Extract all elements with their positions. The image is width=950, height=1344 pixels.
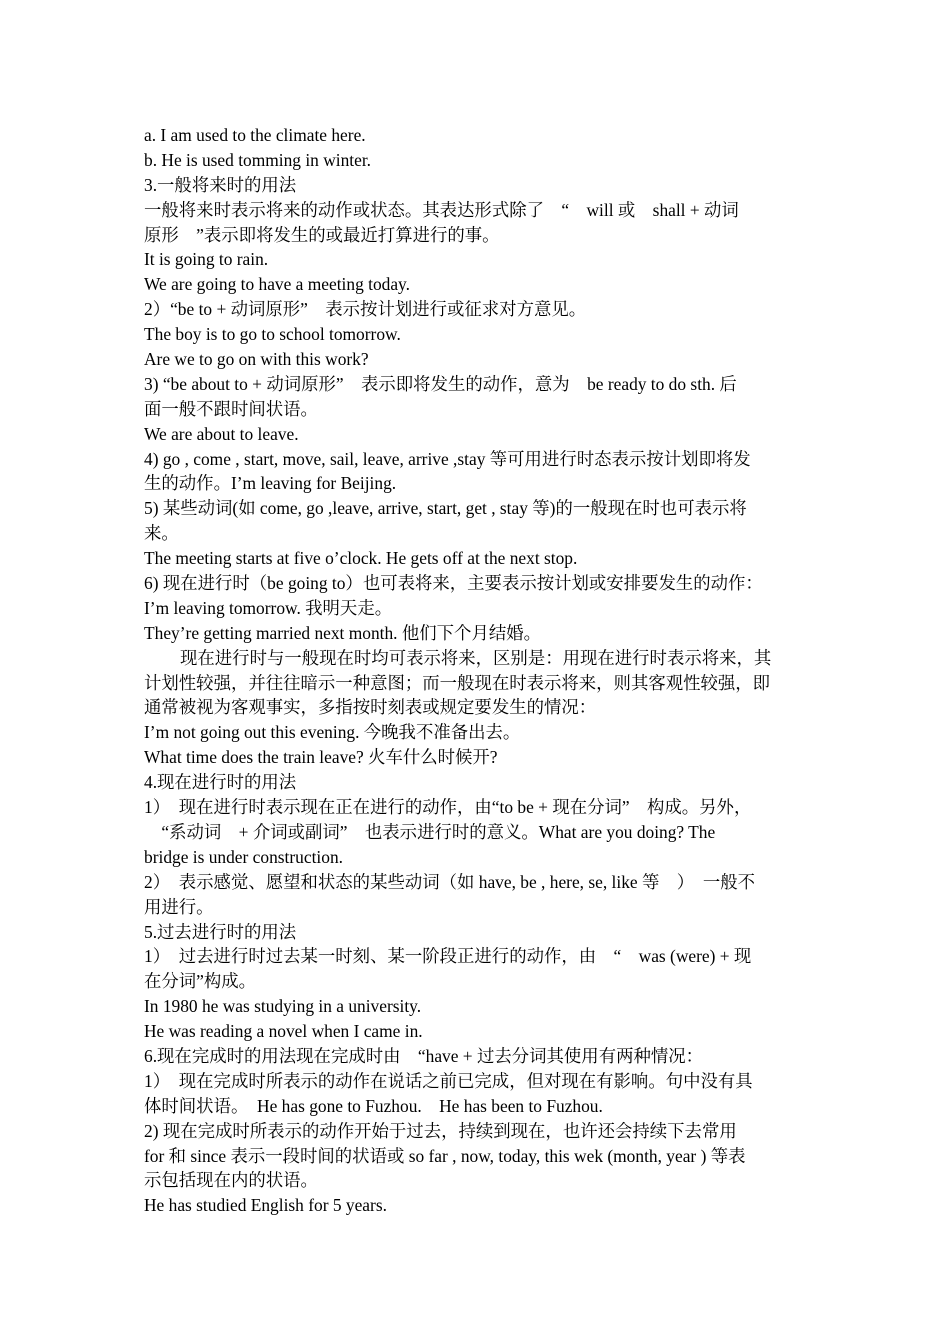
text-line: We are about to leave. [144, 423, 299, 444]
text-line: 面一般不跟时间状语。 [144, 398, 318, 419]
text-line: They’re getting married next month. 他们下个月结婚。 [144, 622, 542, 643]
text-line: I’m leaving tomorrow. 我明天走。 [144, 597, 393, 618]
text-line: We are going to have a meeting today. [144, 274, 410, 295]
text-line: I’m not going out this evening. 今晚我不准备出去。 [144, 722, 521, 743]
text-line: What time does the train leave? 火车什么时候开? [144, 747, 498, 768]
text-line: bridge is under construction. [144, 846, 343, 867]
text-line: 1） 现在进行时表示现在正在进行的动作，由“to be + 现在分词” 构成。另外， [144, 797, 752, 818]
text-line: 1） 过去进行时过去某一时刻、某一阶段正进行的动作，由 “ was (were) + 现 [144, 946, 752, 967]
text-line: Are we to go on with this work? [144, 349, 369, 370]
text-line: 6) 现在进行时（be going to）也可表将来，主要表示按计划或安排要发生的动作： [144, 573, 763, 594]
text-line: 1） 现在完成时所表示的动作在说话之前已完成，但对现在有影响。句中没有具 [144, 1070, 753, 1091]
text-line: 4) go , come , start, move, sail, leave, arrive ,stay 等可用进行时态表示按计划即将发 [144, 448, 751, 469]
text-line: 生的动作。I’m leaving for Beijing. [144, 473, 397, 494]
text-line: The meeting starts at five o’clock. He gets off at the next stop. [144, 548, 578, 569]
text-line: It is going to rain. [144, 249, 269, 270]
text-line: 原形 ”表示即将发生的或最近打算进行的事。 [144, 224, 500, 245]
text-line: 2） 表示感觉、愿望和状态的某些动词（如 have, be , here, se, like 等 ） 一般不 [144, 871, 756, 892]
text-line: b. He is used tomming in winter. [144, 149, 372, 170]
section-heading: 6.现在完成时的用法现在完成时由 “have + 过去分词其使用有两种情况： [144, 1045, 704, 1066]
section-heading: 3.一般将来时的用法 [144, 174, 297, 195]
text-line: 计划性较强，并往往暗示一种意图；而一般现在时表示将来，则其客观性较强，即 [144, 672, 771, 693]
text-line: 一般将来时表示将来的动作或状态。其表达形式除了 “ will 或 shall + 动词 [144, 199, 739, 220]
section-heading: 4.现在进行时的用法 [144, 772, 297, 793]
text-line: 体时间状语。 He has gone to Fuzhou. He has been to Fuzhou. [144, 1095, 603, 1116]
text-line: The boy is to go to school tomorrow. [144, 324, 401, 345]
text-line: a. I am used to the climate here. [144, 125, 366, 145]
text-line: He has studied English for 5 years. [144, 1195, 387, 1216]
text-line: 5) 某些动词(如 come, go ,leave, arrive, start, get , stay 等)的一般现在时也可表示将 [144, 498, 747, 519]
indented-paragraph-line: 现在进行时与一般现在时均可表示将来，区别是：用现在进行时表示将来，其 [180, 647, 772, 668]
section-heading: 5.过去进行时的用法 [144, 921, 297, 942]
text-line: 2) 现在完成时所表示的动作开始于过去，持续到现在，也许还会持续下去常用 [144, 1120, 737, 1141]
text-line: 通常被视为客观事实，多指按时刻表或规定要发生的情况： [144, 697, 597, 718]
text-line: 用进行。 [144, 896, 214, 917]
text-line: 在分词”构成。 [144, 971, 257, 992]
text-line: 2）“be to + 动词原形” 表示按计划进行或征求对方意见。 [144, 299, 587, 320]
text-line: 3) “be about to + 动词原形” 表示即将发生的动作，意为 be ready to do sth. 后 [144, 373, 737, 394]
text-line: 来。 [144, 523, 179, 544]
document-page [144, 123, 816, 1218]
text-line: for 和 since 表示一段时间的状语或 so far , now, today, this wek (month, year ) 等表 [144, 1145, 746, 1166]
text-line: “系动词 + 介词或副词” 也表示进行时的意义。What are you doing? The [144, 821, 716, 842]
text-line: In 1980 he was studying in a university. [144, 996, 422, 1017]
text-line: He was reading a novel when I came in. [144, 1021, 423, 1042]
text-line: 示包括现在内的状语。 [144, 1170, 318, 1191]
